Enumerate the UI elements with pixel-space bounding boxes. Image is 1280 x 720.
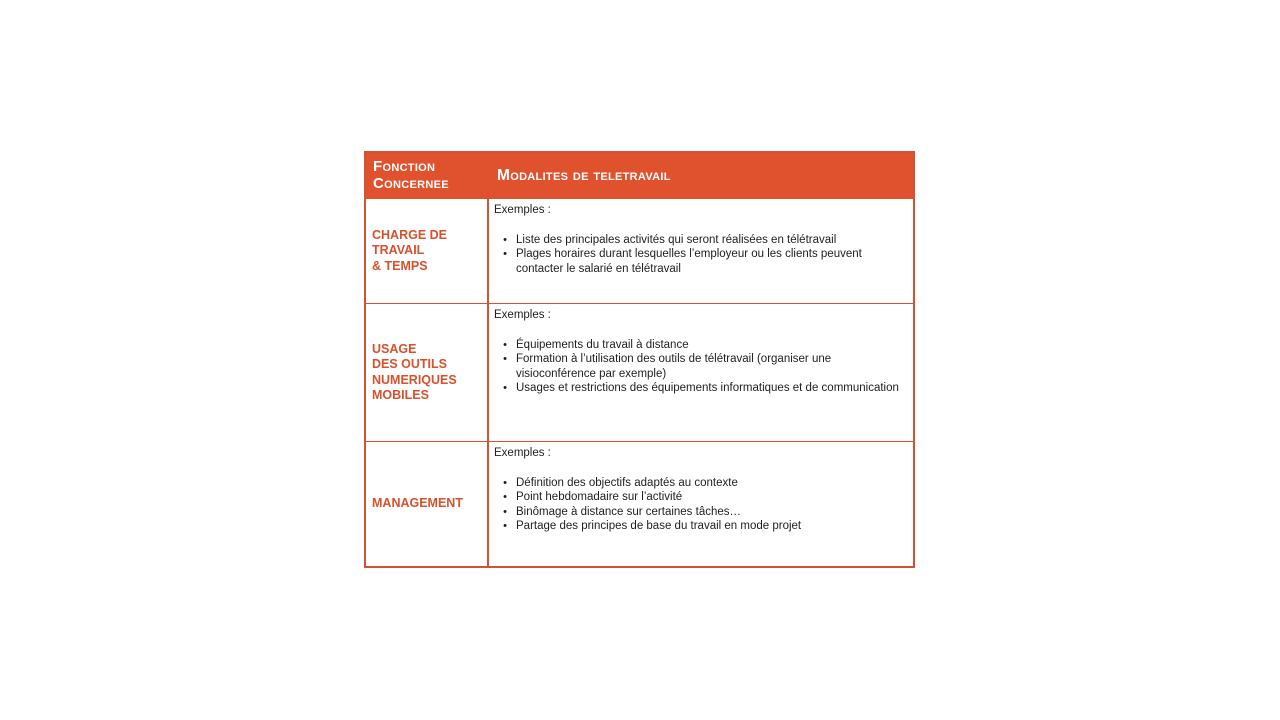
bullet-text: Plages horaires durant lesquelles l’employeur ou les clients peuvent contacter le salarié en télétravail	[516, 248, 862, 275]
bullet-list	[494, 233, 901, 277]
bullet-item	[494, 490, 901, 505]
row-modalites-management	[487, 441, 913, 566]
bullet-text: Formation à l’utilisation des outils de télétravail (organiser une visioconférence par exemple)	[516, 353, 832, 380]
function-label-line: CHARGE DE	[372, 227, 448, 242]
bullet-text: Usages et restrictions des équipements informatiques et de communication	[516, 382, 899, 395]
examples-label: Exemples :	[494, 447, 551, 459]
function-label-line: DES OUTILS	[372, 357, 448, 371]
function-label-line: USAGE	[372, 341, 417, 356]
row-function-management	[366, 441, 487, 566]
bullet-item	[494, 233, 901, 248]
function-label-line: MANAGEMENT	[372, 496, 463, 511]
row-modalites-usage-outils	[487, 303, 913, 441]
bullet-icon: •	[503, 248, 507, 261]
bullet-icon: •	[503, 520, 507, 533]
bullet-text: Équipements du travail à distance	[516, 338, 689, 351]
function-label-line: & TEMPS	[372, 258, 428, 273]
bullet-icon: •	[503, 233, 507, 246]
bullet-icon: •	[503, 505, 507, 518]
bullet-text: Liste des principales activités qui seront réalisées en télétravail	[516, 233, 837, 246]
header-cell-fonction-concernee	[366, 153, 487, 198]
bullet-icon: •	[503, 382, 507, 395]
bullet-item	[494, 505, 901, 520]
function-label-line: NUMERIQUES	[372, 372, 457, 387]
header-modalites-label: Modalites de teletravail	[497, 166, 671, 184]
row-function-usage-outils	[366, 303, 487, 441]
bullet-icon: •	[503, 491, 507, 504]
examples-label: Exemples :	[494, 204, 551, 216]
header-fonction-line1: Fonction	[373, 158, 436, 175]
bullet-item	[494, 476, 901, 491]
examples-label: Exemples :	[494, 309, 551, 321]
bullet-item	[494, 247, 901, 276]
bullet-icon: •	[503, 353, 507, 366]
function-label-line: TRAVAIL	[372, 243, 425, 258]
bullet-item	[494, 352, 901, 381]
bullet-list	[494, 338, 901, 396]
function-label-line: MOBILES	[372, 388, 429, 402]
bullet-list	[494, 476, 901, 534]
row-modalites-charge-de-travail	[487, 198, 913, 303]
bullet-text: Définition des objectifs adaptés au contexte	[516, 476, 738, 489]
bullet-item	[494, 519, 901, 534]
bullet-item	[494, 338, 901, 353]
header-fonction-line2: Concernee	[373, 175, 449, 192]
bullet-icon: •	[503, 476, 507, 489]
row-function-charge-de-travail	[366, 198, 487, 303]
bullet-item	[494, 381, 901, 396]
header-cell-modalites	[487, 153, 913, 198]
bullet-icon: •	[503, 338, 507, 351]
bullet-text: Point hebdomadaire sur l’activité	[516, 491, 683, 504]
teletravail-table	[364, 151, 915, 568]
bullet-text: Binômage à distance sur certaines tâches…	[516, 505, 742, 518]
bullet-text: Partage des principes de base du travail en mode projet	[516, 520, 802, 533]
